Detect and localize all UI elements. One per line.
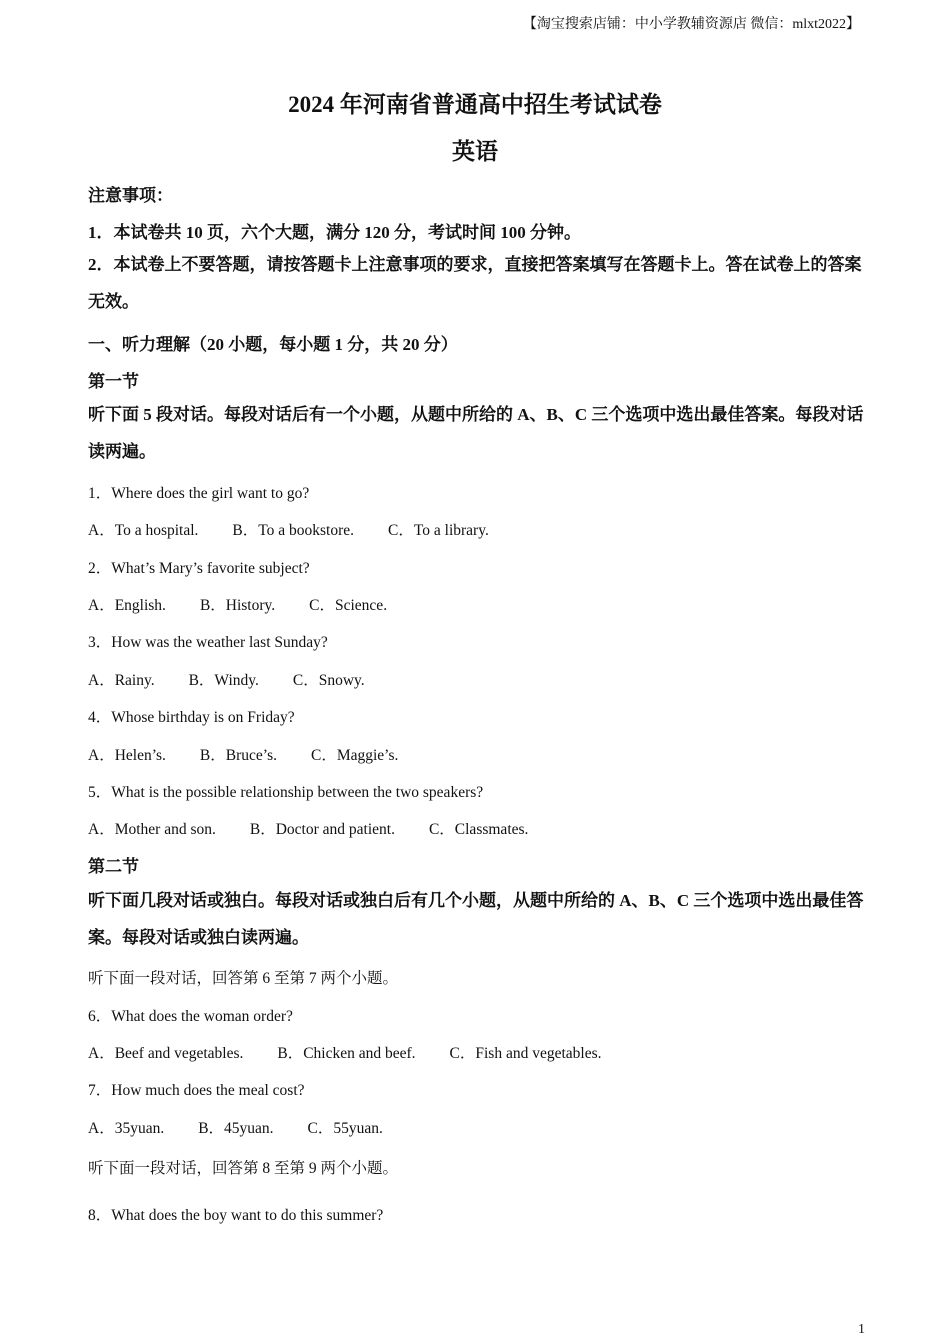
- question-2-options: [88, 593, 421, 615]
- question-2: 2．What’s Mary’s favorite subject?: [88, 560, 310, 577]
- option-c: C．Classmates.: [428, 821, 529, 838]
- option-b: B．45yuan.: [198, 1120, 274, 1137]
- subject-title: 英语: [452, 139, 498, 164]
- part1-heading: 一、听力理解（20 小题，每小题 1 分，共 20 分）: [88, 335, 458, 354]
- section1-instruction: 听下面 5 段对话。每段对话后有一个小题，从题中所给的 A、B、C 三个选项中选出最佳答案。每段对话读两遍。: [88, 405, 864, 461]
- question-4-options: [88, 743, 432, 765]
- option-b: B．History.: [199, 597, 276, 614]
- note-1: 1．本试卷共 10 页，六个大题，满分 120 分，考试时间 100 分钟。: [88, 223, 581, 242]
- option-a: A．Rainy.: [88, 672, 155, 689]
- option-c: C．Maggie’s.: [310, 747, 399, 764]
- question-1-options: [88, 518, 523, 540]
- question-3: 3．How was the weather last Sunday?: [88, 634, 328, 651]
- section1-title: 第一节: [88, 372, 139, 391]
- question-5: 5．What is the possible relationship between the two speakers?: [88, 784, 484, 801]
- option-a: A．Helen’s.: [88, 747, 166, 764]
- option-b: B．Windy.: [188, 672, 259, 689]
- option-b: B．Bruce’s.: [199, 747, 277, 764]
- question-3-options: [88, 668, 399, 690]
- question-8: 8．What does the boy want to do this summer?: [88, 1207, 384, 1224]
- option-a: A．English.: [88, 597, 166, 614]
- question-7: 7．How much does the meal cost?: [88, 1082, 305, 1099]
- question-4: 4．Whose birthday is on Friday?: [88, 709, 295, 726]
- exam-title: 2024 年河南省普通高中招生考试试卷: [288, 92, 662, 117]
- question-6: 6．What does the woman order?: [88, 1008, 293, 1025]
- option-b: B．To a bookstore.: [232, 522, 355, 539]
- option-c: C．Science.: [309, 597, 388, 614]
- page-number: 1: [858, 1322, 865, 1337]
- header-note: 【淘宝搜索店铺：中小学教辅资源店 微信：mlxt2022】: [522, 17, 860, 32]
- option-c: C．Snowy.: [292, 672, 365, 689]
- option-a: A．Mother and son.: [88, 821, 216, 838]
- question-6-options: [88, 1041, 636, 1063]
- option-b: B．Chicken and beef.: [277, 1045, 416, 1062]
- question-7-options: [88, 1116, 417, 1138]
- option-c: C．55yuan.: [307, 1120, 383, 1137]
- option-a: A．To a hospital.: [88, 522, 199, 539]
- dialog-intro-2: 听下面一段对话，回答第 8 至第 9 两个小题。: [88, 1160, 399, 1177]
- section2-title: 第二节: [88, 857, 139, 876]
- option-c: C．Fish and vegetables.: [449, 1045, 602, 1062]
- option-a: A．35yuan.: [88, 1120, 165, 1137]
- option-b: B．Doctor and patient.: [249, 821, 395, 838]
- section2-instruction: 听下面几段对话或独白。每段对话或独白后有几个小题，从题中所给的 A、B、C 三个选项中选出最佳答案。每段对话或独白读两遍。: [88, 891, 864, 947]
- dialog-intro-1: 听下面一段对话，回答第 6 至第 7 两个小题。: [88, 970, 399, 987]
- notes-heading: 注意事项：: [88, 186, 173, 205]
- option-a: A．Beef and vegetables.: [88, 1045, 244, 1062]
- note-2: 2．本试卷上不要答题，请按答题卡上注意事项的要求，直接把答案填写在答题卡上。答在试卷上的答案无效。: [88, 255, 862, 311]
- question-5-options: [88, 817, 562, 839]
- option-c: C．To a library.: [388, 522, 489, 539]
- question-1: 1．Where does the girl want to go?: [88, 485, 310, 502]
